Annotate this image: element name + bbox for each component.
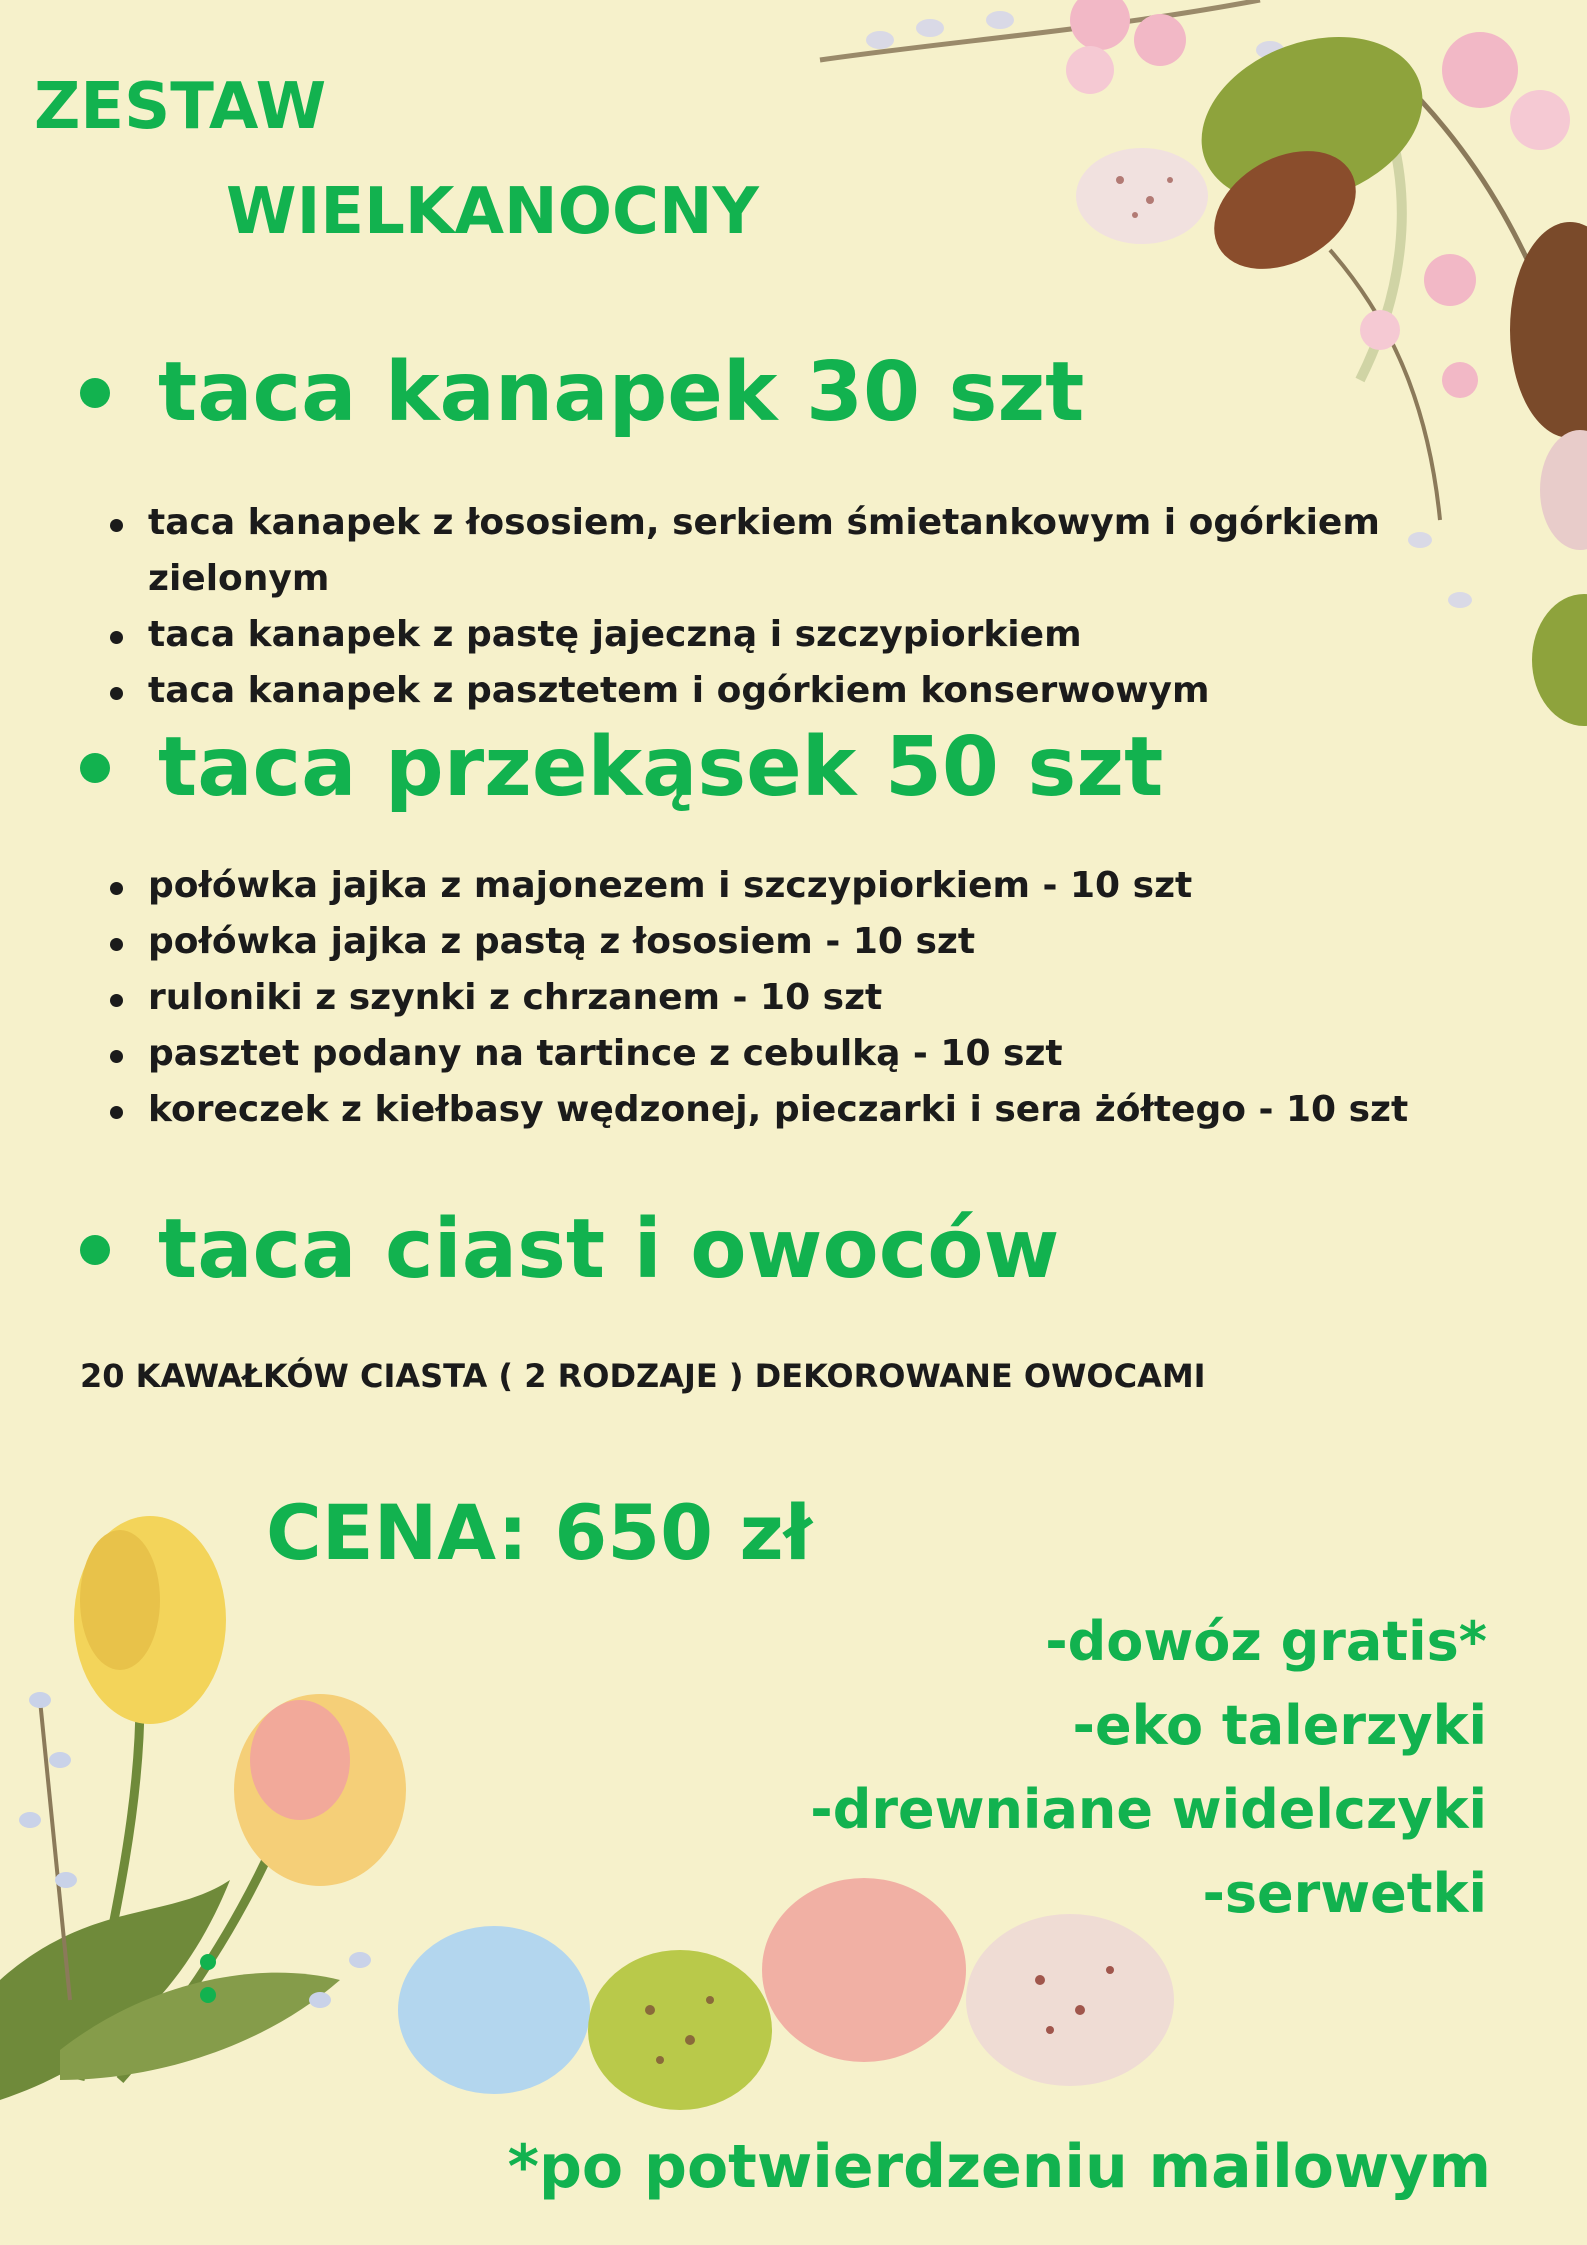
extra-item: -dowóz gratis* — [1045, 1610, 1487, 1673]
sandwiches-list — [110, 495, 1410, 719]
section-title-text: taca kanapek 30 szt — [158, 345, 1085, 440]
section-title-sandwiches — [80, 345, 1084, 440]
section-title-snacks — [80, 720, 1163, 815]
cakes-description: 20 KAWAŁKÓW CIASTA ( 2 RODZAJE ) DEKOROWANE OWOCAMI — [80, 1357, 1206, 1395]
price-label: CENA: 650 zł — [266, 1488, 812, 1577]
list-item: taca kanapek z pasztetem i ogórkiem konserwowym — [110, 663, 1410, 719]
section-title-cakes — [80, 1202, 1059, 1297]
section-title-text: taca przekąsek 50 szt — [158, 720, 1164, 815]
footnote: *po potwierdzeniu mailowym — [507, 2132, 1491, 2202]
title-line-2: WIELKANOCNY — [226, 175, 759, 249]
bullet-dot — [80, 753, 110, 783]
extras-list — [810, 1600, 1487, 1936]
section-title-text: taca ciast i owoców — [158, 1202, 1060, 1297]
extra-item: -eko talerzyki — [1072, 1694, 1487, 1757]
extra-item: -serwetki — [1202, 1862, 1487, 1925]
list-item: ruloniki z szynki z chrzanem - 10 szt — [110, 970, 1410, 1026]
list-item: połówka jajka z pastą z łososiem - 10 szt — [110, 914, 1410, 970]
list-item: połówka jajka z majonezem i szczypiorkiem - 10 szt — [110, 858, 1410, 914]
title-line-1: ZESTAW — [34, 70, 327, 144]
list-item: koreczek z kiełbasy wędzonej, pieczarki i sera żółtego - 10 szt — [110, 1082, 1410, 1138]
list-item: taca kanapek z pastę jajeczną i szczypiorkiem — [110, 607, 1410, 663]
list-item: taca kanapek z łososiem, serkiem śmietankowym i ogórkiem zielonym — [110, 495, 1410, 607]
bullet-dot — [80, 1235, 110, 1265]
bullet-dot — [80, 378, 110, 408]
list-item: pasztet podany na tartince z cebulką - 10 szt — [110, 1026, 1410, 1082]
tulips-illustration — [0, 1516, 406, 2100]
snacks-list — [110, 858, 1410, 1138]
extra-item: -drewniane widelczyki — [810, 1778, 1487, 1841]
